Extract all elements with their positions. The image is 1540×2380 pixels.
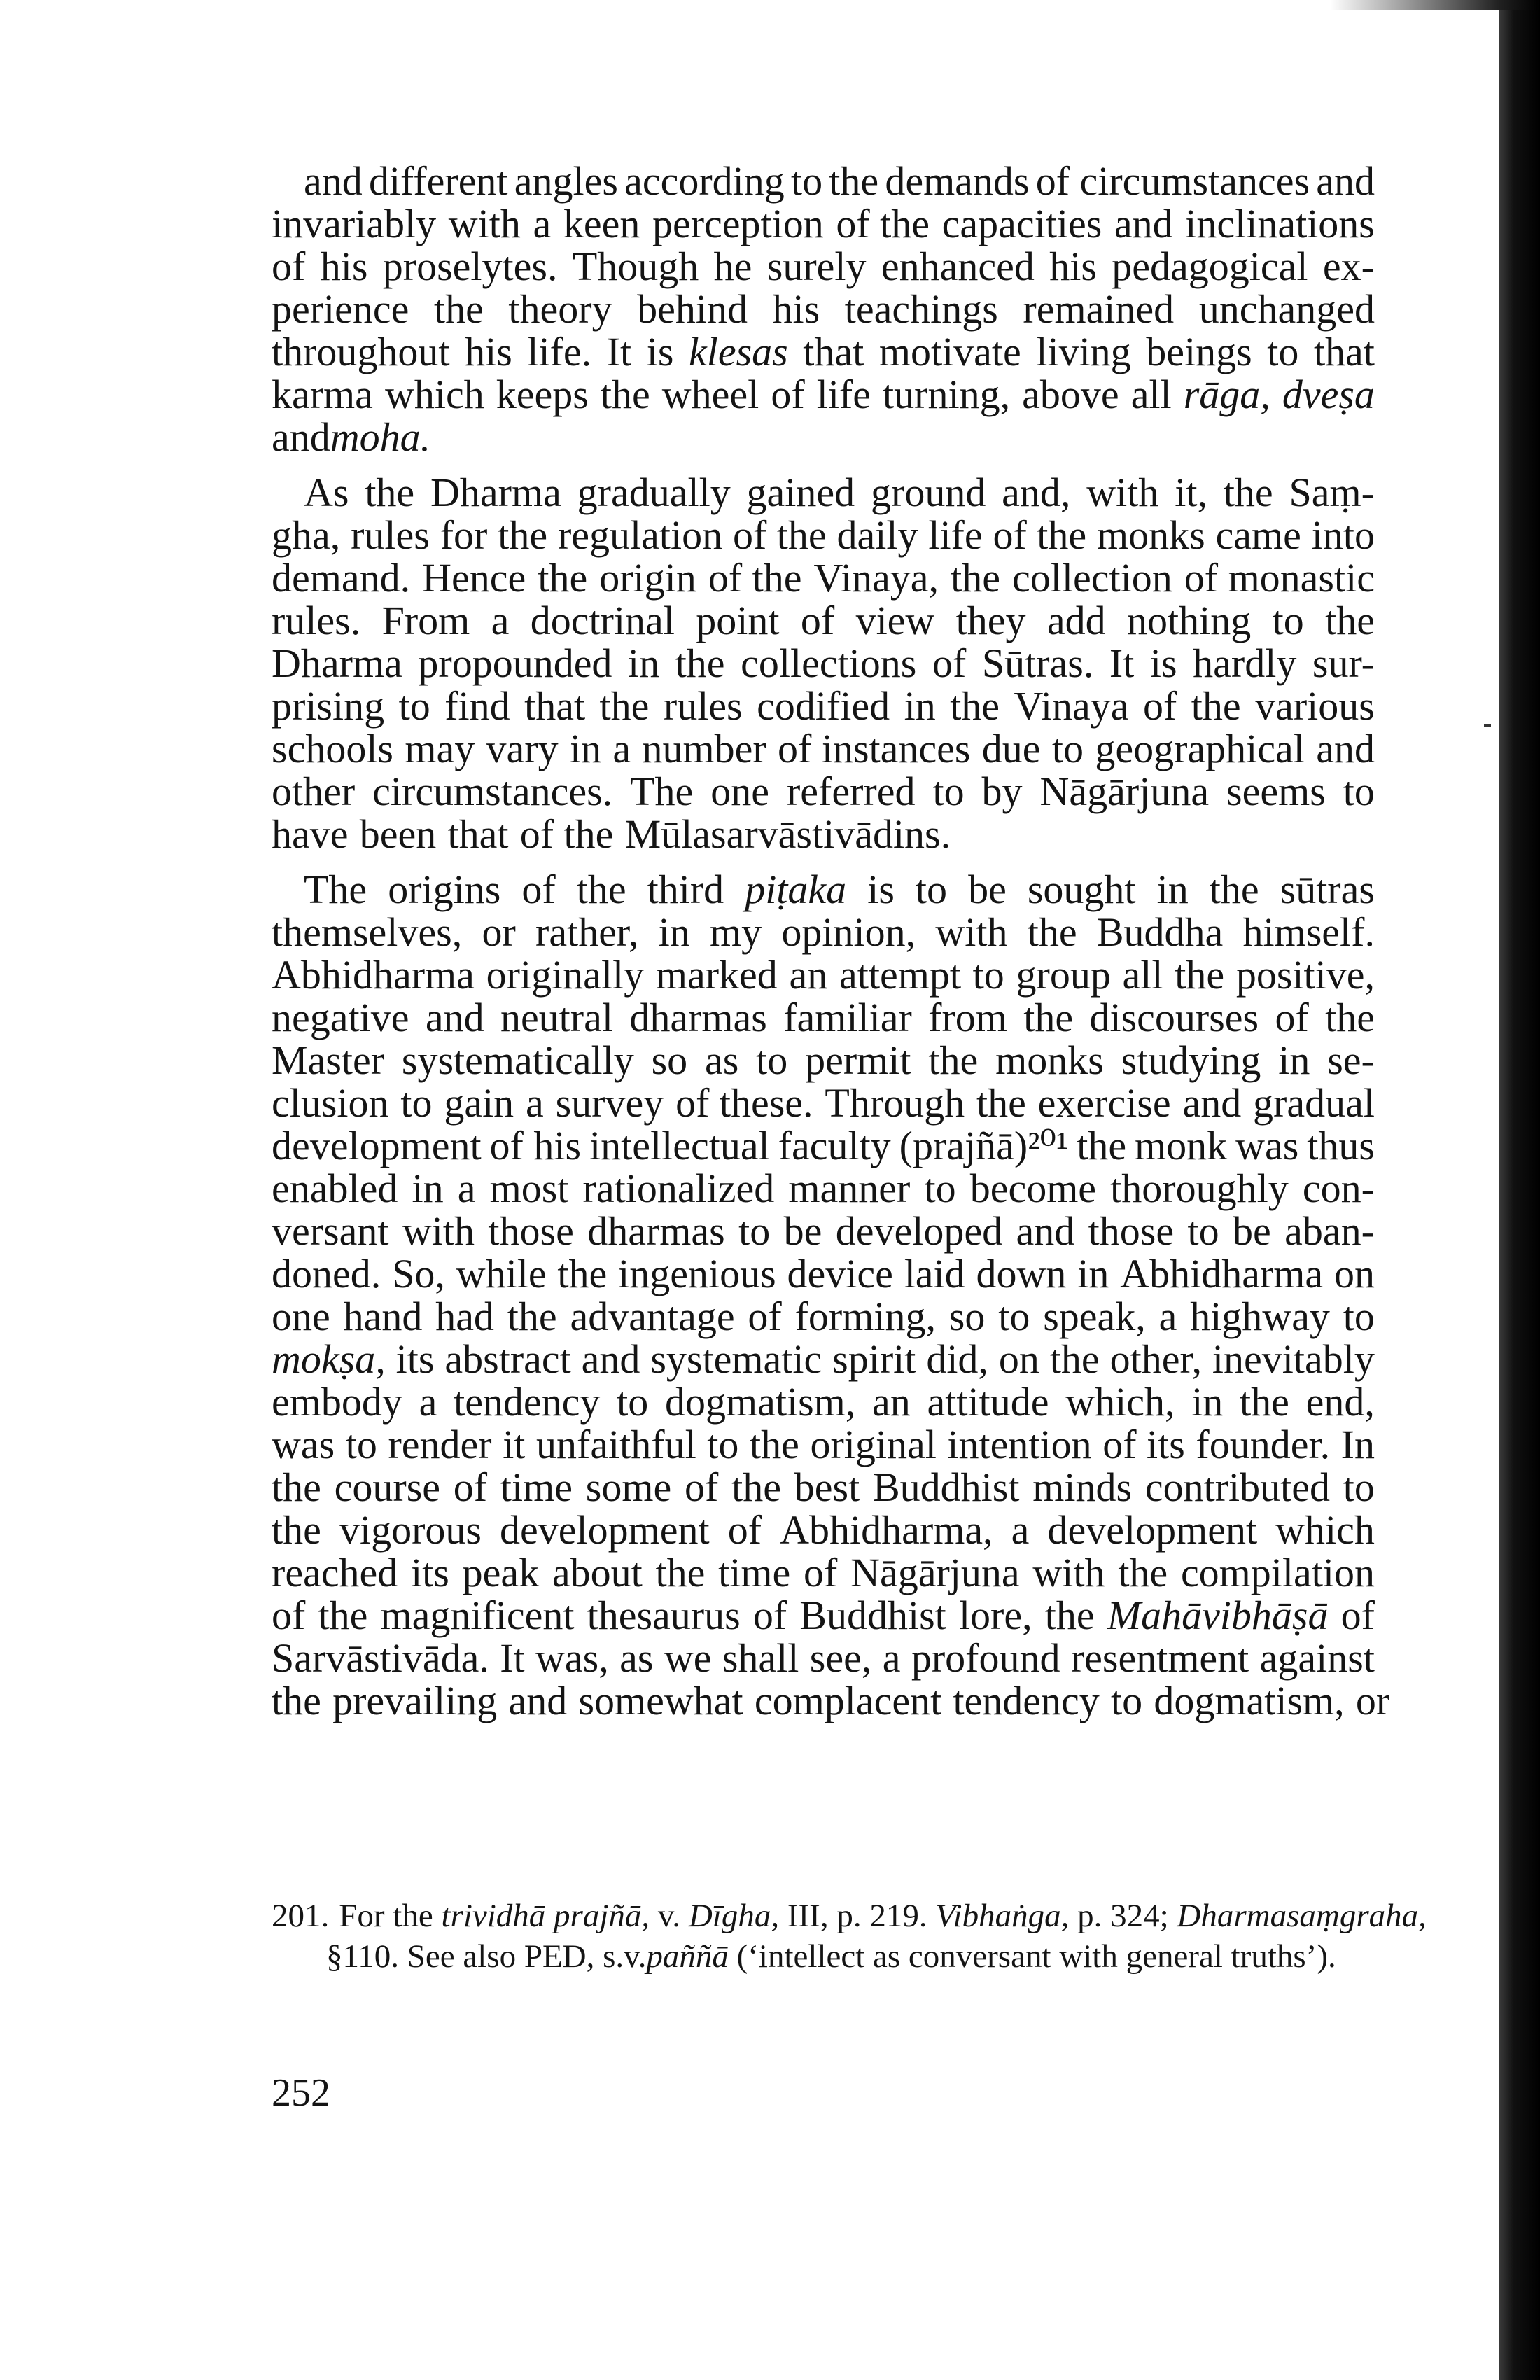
text-line: Master systematically so as to permit the monks studying in se- — [272, 1037, 1375, 1083]
text-line: one hand had the advantage of forming, so to speak, a highway to — [272, 1294, 1375, 1339]
text-line: rules. From a doctrinal point of view they add nothing to the — [272, 598, 1375, 643]
text-line: schools may vary in a number of instances due to geographical and — [272, 726, 1375, 771]
text-line: reached its peak about the time of Nāgārjuna with the compilation — [272, 1550, 1375, 1595]
text-line: other circumstances. The one referred to by Nāgārjuna seems to — [272, 769, 1375, 814]
scan-shadow-right — [1499, 0, 1540, 2380]
text-line: gha, rules for the regulation of the daily life of the monks came into — [272, 512, 1375, 558]
scan-mark — [1484, 724, 1491, 727]
footnote-reference: (prajñā)²⁰¹ — [899, 1123, 1069, 1168]
text-line: doned. So, while the ingenious device laid down in Abhidharma on — [272, 1251, 1375, 1296]
text-line: clusion to gain a survey of these. Through the exercise and gradual — [272, 1080, 1375, 1126]
paragraph — [272, 160, 1375, 458]
text-line: have been that of the Mūlasarvāstivādins. — [272, 811, 951, 857]
text-line: versant with those dharmas to be developed and those to be aban- — [272, 1208, 1375, 1254]
footnote-line: 201. For the trividhā prajñā, v. Dīgha, III, p. 219. Vibhaṅga, p. 324; Dharmasaṃgraha, — [272, 1898, 1427, 1934]
text-line: perience the theory behind his teachings remained unchanged — [272, 286, 1375, 332]
text-line: and moha. — [272, 414, 431, 460]
text-line: embody a tendency to dogmatism, an attitude which, in the end, — [272, 1379, 1375, 1424]
text-line: Abhidharma originally marked an attempt to group all the positive, — [272, 952, 1375, 997]
paragraph — [272, 867, 1390, 1723]
text-line: and different angles according to the demands of circumstances and — [304, 158, 1375, 204]
footnote-line: §110. See also PED, s.v.paññā (‘intellect as conversant with general truths’). — [326, 1938, 1336, 1975]
text-line: was to render it unfaithful to the original intention of its founder. In — [272, 1422, 1375, 1467]
text-line: karma which keeps the wheel of life turning, above all rāga, dveṣa — [272, 372, 1375, 417]
text-line: of his proselytes. Though he surely enhanced his pedagogical ex- — [272, 244, 1375, 289]
text-line: the vigorous development of Abhidharma, a development which — [272, 1507, 1375, 1553]
footnote-number: 201. — [272, 1898, 330, 1934]
text-line: themselves, or rather, in my opinion, with the Buddha himself. — [272, 909, 1375, 955]
scan-shadow-top — [1330, 0, 1540, 10]
body-text — [272, 158, 1390, 1723]
text-line: demand. Hence the origin of the Vinaya, the collection of monastic — [272, 555, 1375, 601]
footnote-201 — [272, 1896, 1427, 1977]
text-line: the course of time some of the best Buddhist minds contributed to — [272, 1464, 1375, 1510]
text-line: Sarvāstivāda. It was, as we shall see, a profound resentment against — [272, 1635, 1375, 1681]
text-line: mokṣa, its abstract and systematic spirit did, on the other, inevitably — [272, 1336, 1375, 1382]
paragraph — [272, 471, 1375, 855]
page-number: 252 — [272, 2071, 330, 2115]
text-line: throughout his life. It is klesas that motivate living beings to that — [272, 329, 1375, 374]
text-line: the prevailing and somewhat complacent tendency to dogmatism, or — [272, 1678, 1390, 1723]
text-line: The origins of the third piṭaka is to be sought in the sūtras — [304, 867, 1375, 912]
text-line: As the Dharma gradually gained ground and, with it, the Saṃ- — [304, 470, 1375, 515]
text-line: invariably with a keen perception of the capacities and inclinations — [272, 201, 1375, 246]
text-line: of the magnificent thesaurus of Buddhist lore, the Mahāvibhāṣā of — [272, 1592, 1375, 1638]
text-line: development of his intellectual faculty (prajñā)²⁰¹ the monk was thus — [272, 1123, 1375, 1168]
text-line: enabled in a most rationalized manner to become thoroughly con- — [272, 1166, 1375, 1211]
text-line: prising to find that the rules codified in the Vinaya of the various — [272, 683, 1375, 729]
text-line: Dharma propounded in the collections of Sūtras. It is hardly sur- — [272, 640, 1375, 686]
text-line: negative and neutral dharmas familiar from the discourses of the — [272, 995, 1375, 1040]
